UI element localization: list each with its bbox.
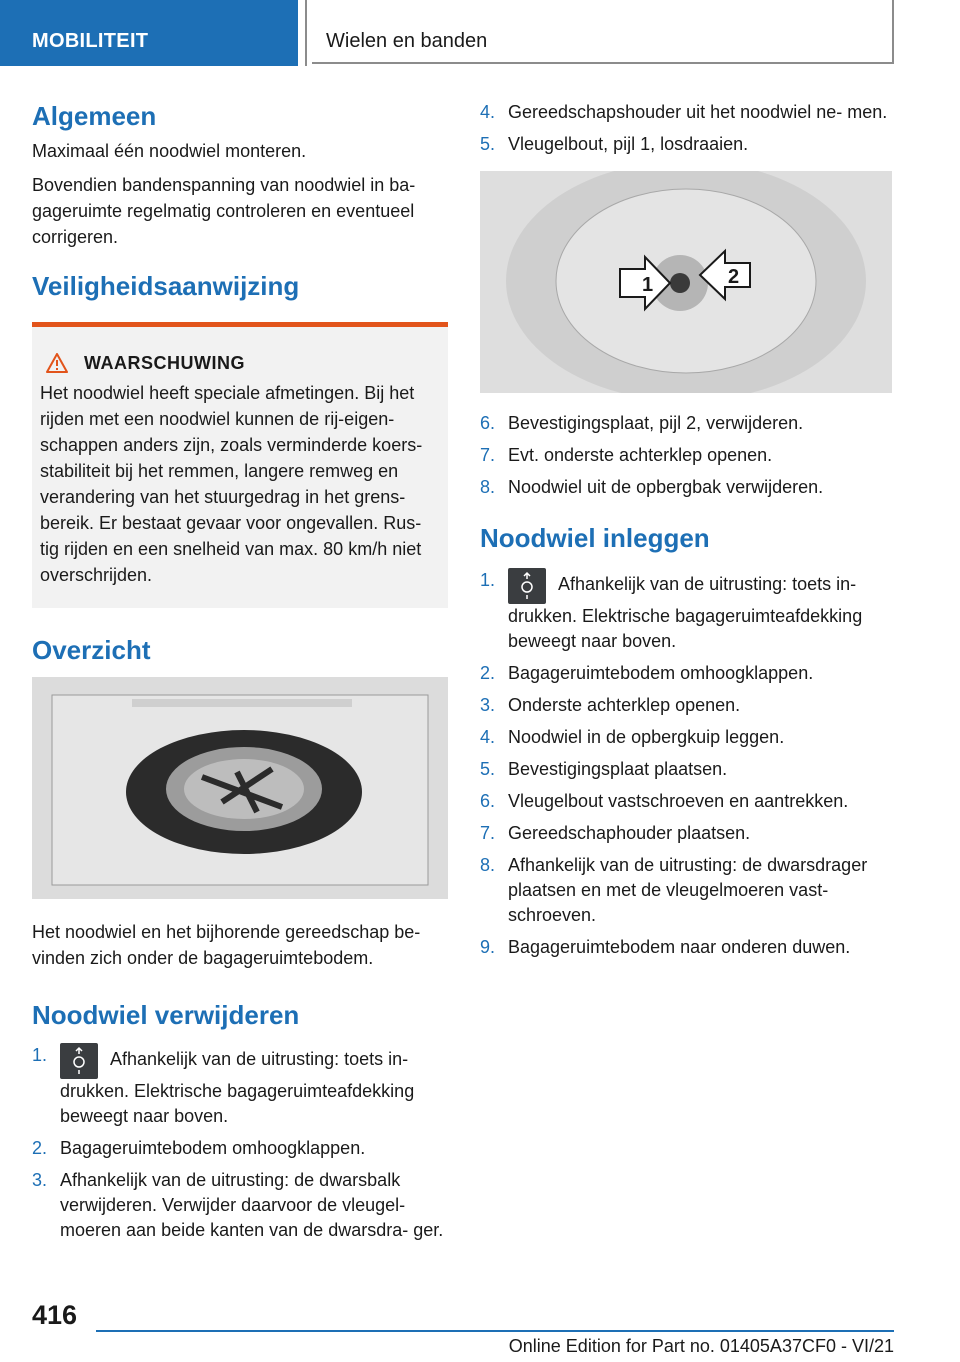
list-item [480,568,892,654]
warning-triangle-icon [46,353,68,373]
step-text: Vleugelbout, pijl 1, losdraaien. [508,134,749,154]
step-text: Bagageruimtebodem naar onderen duwen. [508,936,851,957]
warning-label: WAARSCHUWING [84,352,245,373]
step-number: 2. [480,662,496,683]
step-number: 6. [480,790,496,811]
footer-divider [96,1330,894,1332]
list-item [480,475,892,500]
warning-box [32,322,448,608]
step-number: 2. [32,1138,48,1159]
list-item [32,1043,448,1129]
list-item [480,693,892,718]
step-text: Afhankelijk van de uitrusting: toets in‐ drukken. Elektrische bagageruimteafdekking beweegt naar boven. [60,1049,415,1127]
remove-steps-list-continued [480,100,892,157]
list-item [480,725,892,750]
step-text: Afhankelijk van de uitrusting: de dwarsbalk verwijderen. Verwijder daarvoor de vleugel‐ moeren aan beide kanten van de dwarsdra‐ ger. [60,1170,444,1241]
step-text: Noodwiel in de opbergkuip leggen. [508,726,785,747]
step-number: 5. [480,758,496,779]
step-text: Onderste achterklep openen. [508,694,741,715]
list-item [32,1136,448,1161]
luggage-cover-button-icon [60,1043,98,1079]
safety-heading: Veiligheidsaanwijzing [32,270,300,301]
insert-steps-list [480,568,892,960]
section-tab[interactable]: MOBILITEIT [0,0,298,66]
overview-caption: Het noodwiel en het bijhorende gereedschap be‐ vinden zich onder de bagageruimtebodem. [32,922,421,969]
step-number: 3. [480,694,496,715]
step-number: 3. [32,1170,48,1191]
list-item [480,821,892,846]
step-number: 1. [32,1045,48,1066]
right-column [480,100,892,967]
left-column [32,100,448,1250]
step-number: 8. [480,477,496,497]
warning-text: Het noodwiel heeft speciale afmetingen. Bij het rijden met een noodwiel kunnen de rij-eigen‐ schappen anders zijn, zoals verminderde koers‐ stabiliteit bij het remmen, langere remweg en verandering van het stuurgedrag in het grens‐ bereik. Er bestaat gevaar voor ongevallen. Rus‐ tig rijden en een snelheid van max. 80 km/h niet overschrijden. [40,382,423,585]
arrow-label-1: 1 [642,274,654,296]
chapter-title: Wielen en banden [312,0,894,64]
page-header [0,0,960,66]
step-number: 1. [480,569,496,590]
step-text: Noodwiel uit de opbergbak verwijderen. [508,477,824,497]
luggage-cover-button-icon [508,568,546,604]
list-item [480,789,892,814]
general-paragraph-1: Maximaal één noodwiel monteren. [32,140,307,161]
step-number: 7. [480,445,496,465]
step-text: Gereedschapshouder uit het noodwiel ne‐ men. [508,102,888,122]
step-text: Bagageruimtebodem omhoogklappen. [508,662,814,683]
arrow-label-2: 2 [728,266,740,288]
warning-header [46,353,440,374]
spare-wheel-overview-image [32,677,448,899]
step-number: 6. [480,413,496,433]
step-text: Bagageruimtebodem omhoogklappen. [60,1138,366,1159]
list-item [480,757,892,782]
general-heading: Algemeen [32,101,157,131]
step-text: Evt. onderste achterklep openen. [508,445,773,465]
list-item [480,443,892,468]
list-item [480,411,892,436]
wing-bolt-image [480,171,892,393]
remove-steps-list [32,1043,448,1243]
step-number: 7. [480,822,496,843]
step-text: Afhankelijk van de uitrusting: de dwarsdrager plaatsen en met de vleugelmoeren vast‐ schroeven. [508,854,868,925]
header-divider [305,0,307,66]
step-text: Vleugelbout vastschroeven en aantrekken. [508,790,849,811]
insert-heading: Noodwiel inleggen [480,523,710,553]
remove-heading: Noodwiel verwijderen [32,1000,300,1031]
general-paragraph-2: Bovendien bandenspanning van noodwiel in ba‐ gageruimte regelmatig controleren en eventueel corrigeren. [32,174,416,247]
edition-note: Online Edition for Part no. 01405A37CF0 - VI/21 [508,1336,894,1356]
step-number: 5. [480,134,496,154]
step-number: 4. [480,102,496,122]
step-text: Afhankelijk van de uitrusting: toets in‐ drukken. Elektrische bagageruimteafdekking beweegt naar boven. [508,573,863,651]
list-item [32,1168,448,1243]
list-item [480,935,892,960]
page-number: 416 [32,1300,78,1330]
remove-steps-list-end [480,411,892,500]
step-text: Gereedschaphouder plaatsen. [508,822,751,843]
list-item [480,132,892,157]
overview-heading: Overzicht [32,634,151,665]
list-item [480,100,892,125]
list-item [480,853,892,928]
step-text: Bevestigingsplaat, pijl 2, verwijderen. [508,413,804,433]
step-number: 9. [480,936,496,957]
step-number: 4. [480,726,496,747]
list-item [480,661,892,686]
step-text: Bevestigingsplaat plaatsen. [508,758,728,779]
step-number: 8. [480,854,496,875]
